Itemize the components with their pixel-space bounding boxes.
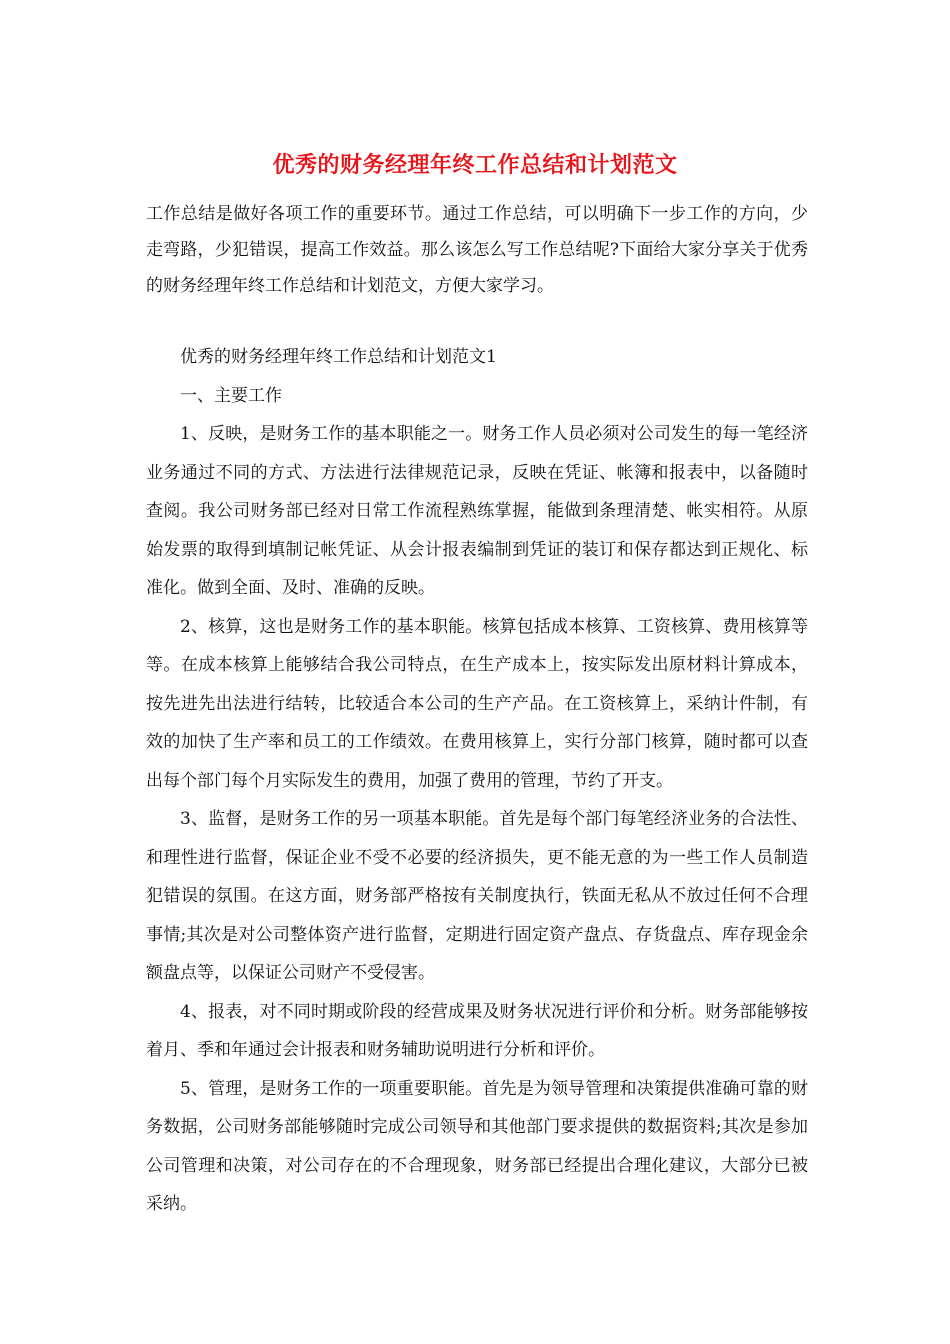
intro-paragraph: 工作总结是做好各项工作的重要环节。通过工作总结，可以明确下一步工作的方向，少走弯路，少犯错误，提高工作效益。那么该怎么写工作总结呢?下面给大家分享关于优秀的财务经理年终工作总结和计划范文，方便大家学习。 bbox=[146, 204, 808, 296]
document-body bbox=[146, 338, 808, 1224]
section-heading: 一、主要工作 bbox=[180, 385, 282, 406]
body-paragraph-3: 3、监督，是财务工作的另一项基本职能。首先是每个部门每笔经济业务的合法性、和理性进行监督，保证企业不受不必要的经济损失，更不能无意的为一些工作人员制造犯错误的氛围。在这方面，财务部严格按有关制度执行，铁面无私从不放过任何不合理事情;其次是对公司整体资产进行监督，定期进行固定资产盘点、存货盘点、库存现金余额盘点等，以保证公司财产不受侵害。 bbox=[146, 809, 808, 983]
body-paragraph-1: 1、反映，是财务工作的基本职能之一。财务工作人员必须对公司发生的每一笔经济业务通过不同的方式、方法进行法律规范记录，反映在凭证、帐簿和报表中，以备随时查阅。我公司财务部已经对日常工作流程熟练掌握，能做到条理清楚、帐实相符。从原始发票的取得到填制记帐凭证、从会计报表编制到凭证的装订和保存都达到正规化、标准化。做到全面、及时、准确的反映。 bbox=[146, 424, 808, 598]
body-paragraph-4: 4、报表，对不同时期或阶段的经营成果及财务状况进行评价和分析。财务部能够按着月、季和年通过会计报表和财务辅助说明进行分析和评价。 bbox=[146, 1001, 808, 1060]
body-paragraph-2: 2、核算，这也是财务工作的基本职能。核算包括成本核算、工资核算、费用核算等等。在成本核算上能够结合我公司特点，在生产成本上，按实际发出原材料计算成本，按先进先出法进行结转，比较适合本公司的生产产品。在工资核算上，采纳计件制，有效的加快了生产率和员工的工作绩效。在费用核算上，实行分部门核算，随时都可以查出每个部门每个月实际发生的费用，加强了费用的管理，节约了开支。 bbox=[146, 616, 808, 791]
section-subtitle: 优秀的财务经理年终工作总结和计划范文1 bbox=[180, 347, 497, 367]
body-paragraph-5: 5、管理，是财务工作的一项重要职能。首先是为领导管理和决策提供准确可靠的财务数据，公司财务部能够随时完成公司领导和其他部门要求提供的数据资料;其次是参加公司管理和决策，对公司存在的不合理现象，财务部已经提出合理化建议，大部分已被采纳。 bbox=[146, 1078, 808, 1214]
document-title: 优秀的财务经理年终工作总结和计划范文 bbox=[272, 152, 678, 178]
